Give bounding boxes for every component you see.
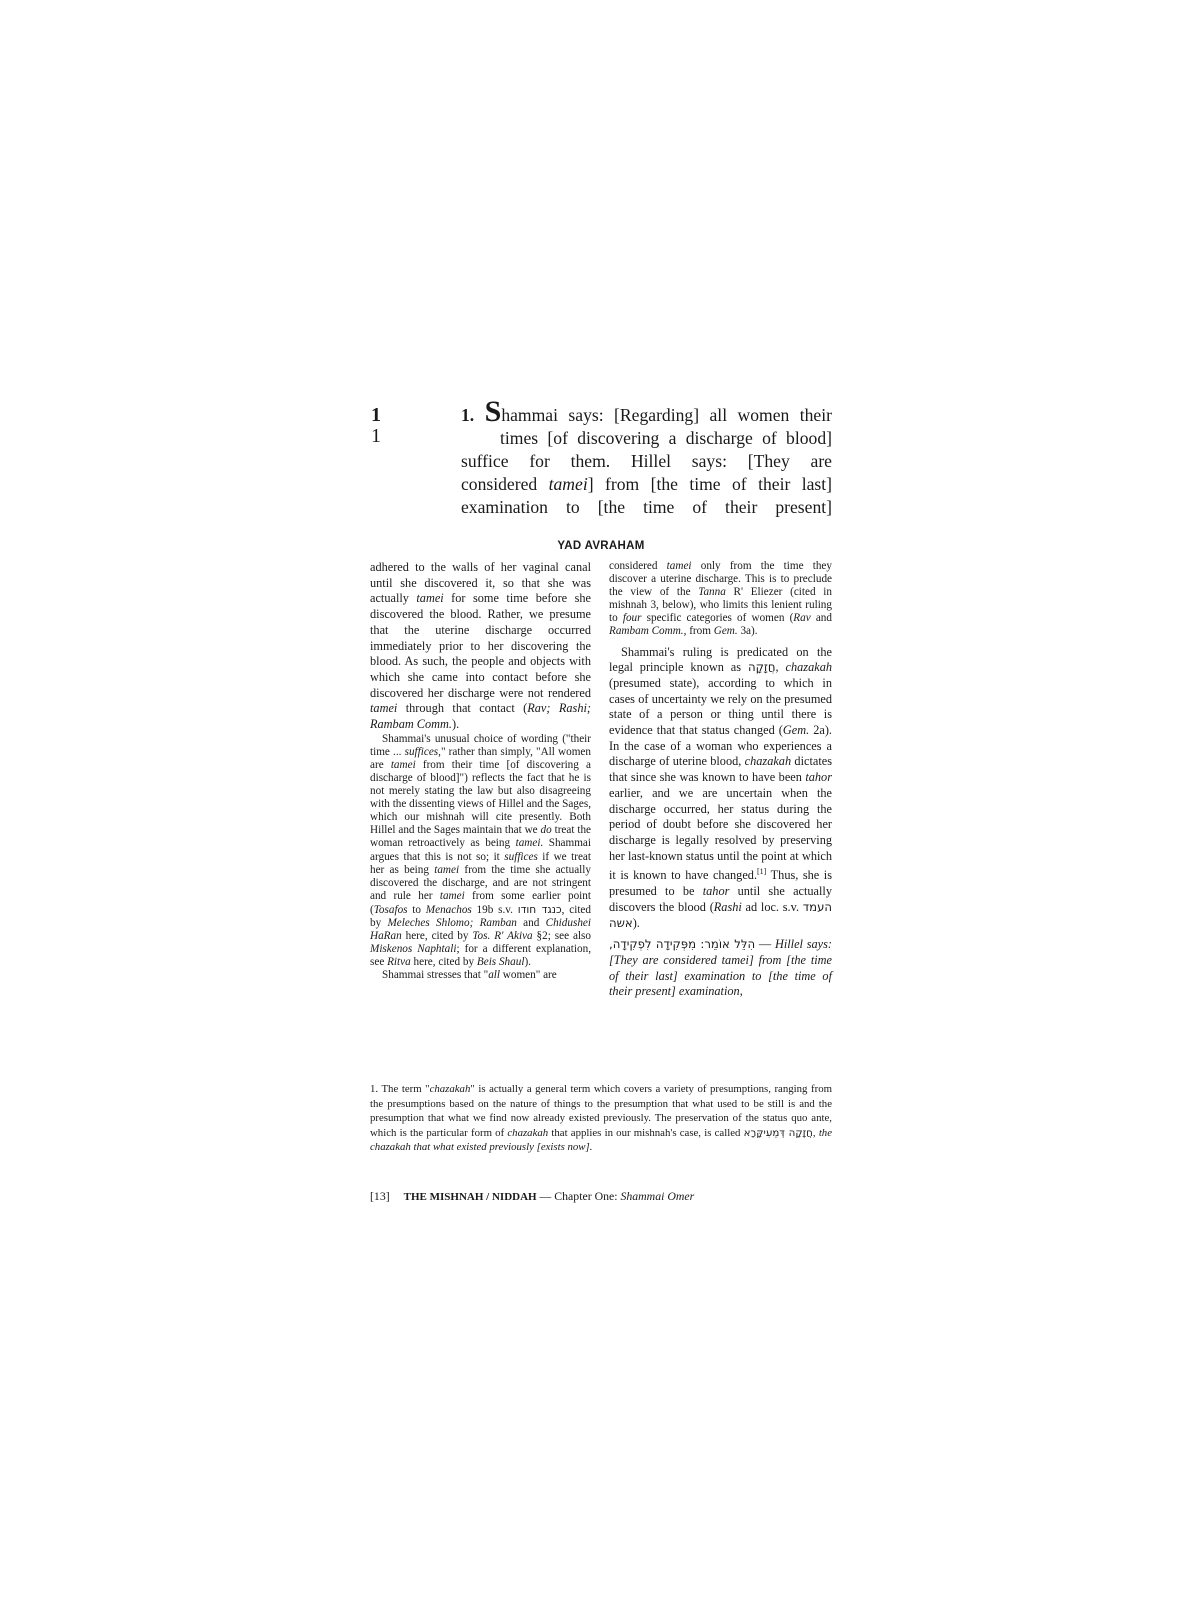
hebrew-text: העמד אשה [609, 899, 832, 930]
commentary-paragraph [609, 560, 832, 639]
mishnah-line: times [of discovering a discharge of blood] [500, 428, 832, 448]
term: suffices [504, 850, 538, 863]
text-run: Shammai argues that this is not so; it [370, 837, 591, 863]
chapter-number: 1 [371, 404, 381, 426]
text-run: earlier, and we are uncertain when the discharge occurred, her status during the period of doubt before she discovered her discharge is legally resolved by preserving her last-known status until the point at which it is known to have changed. [609, 785, 832, 883]
term: chazakah [744, 754, 792, 769]
term: tamei [434, 863, 460, 876]
commentary-paragraph [370, 969, 591, 982]
citation: Ritva [387, 956, 411, 969]
citation: Beis Shaul [476, 956, 525, 969]
text-run: 19b s.v. [471, 903, 518, 916]
mishnah-line [461, 473, 832, 496]
text-run: ). [632, 915, 640, 930]
commentary-right-column [609, 560, 832, 1000]
text-run: " is actually a general term which covers a variety of presumptions, ranging from the presumptions based on the nature of things to the presumption that what used to be still is and the presumption that what we find now already existed previously. The preservation of the status quo ante, which is the particular form of [370, 1083, 832, 1139]
text-run: 3a). [737, 625, 758, 638]
mishnah-term: tamei [548, 474, 588, 494]
term: the chazakah that what existed previously [exists now]. [370, 1126, 833, 1154]
term: tamei [370, 701, 398, 716]
term: chazakah [507, 1126, 549, 1139]
footnote [370, 1082, 832, 1155]
text-run: — [755, 937, 775, 952]
text-run: " rather than simply, "All women are [370, 745, 591, 771]
text-run: considered [609, 560, 667, 572]
term: tamei [390, 758, 416, 771]
commentary-paragraph [609, 645, 832, 932]
mishnah-number: 1. [461, 405, 475, 425]
commentary-heading: YAD AVRAHAM [557, 540, 645, 552]
term: tamei [666, 560, 692, 572]
mishnah-line-text: considered [461, 474, 549, 494]
citation: Miskenos Naphtali [370, 943, 457, 956]
term: four [622, 612, 642, 625]
citation: Chidushei HaRan [370, 917, 591, 943]
text-run: for some time before she discovered the blood. Rather, we presume that the uterine discharge occurred immediately prior to her discovering the blood. As such, the people and objects with which she came into contact before she discovered her discharge were not rendered [370, 591, 591, 700]
term: tahor [702, 884, 730, 899]
hebrew-text: חֲזָקָה דְּמֵעִיקָּרָא [743, 1126, 813, 1139]
text-run: adhered to the walls of her vaginal canal until she discovered it, so that she was actually [370, 560, 591, 606]
text-run: , [775, 660, 786, 675]
text-run: here, cited by [401, 930, 473, 943]
text-run: and [810, 612, 832, 625]
text-run: from their time [of discovering a discharge of blood]") reflects the fact that he is not merely stating the law but also disagreeing with the dissenting views of Hillel and the Sages, which our mishnah will cite presently. Both Hillel and the Sages maintain that we [370, 758, 591, 837]
commentary-paragraph [609, 937, 832, 1000]
text-run: , [812, 1126, 819, 1139]
text-run: from some earlier point ( [370, 889, 591, 916]
term: suffices, [404, 745, 441, 758]
text-run: , cited by [370, 903, 591, 930]
text-run: from the time she actually discovered the discharge, and are not stringent and rule her [370, 863, 591, 902]
citation: Tosafos [373, 903, 408, 916]
citation: Tos. R' Akiva [472, 930, 533, 943]
citation: Rambam Comm., [609, 625, 687, 638]
term: Tanna [698, 586, 726, 599]
mishnah-line-text: ] from [the time of their last] [587, 474, 833, 494]
mishnah-text [461, 395, 833, 519]
text-run: here, cited by [410, 956, 477, 969]
drop-cap: S [484, 395, 502, 428]
text-run: 1. The term " [370, 1083, 430, 1095]
page-number: [13] [370, 1189, 390, 1203]
text-run: ). [524, 956, 531, 969]
text-run: women" are [500, 969, 557, 982]
text-run: from [686, 625, 714, 638]
page-footer [370, 1189, 832, 1204]
mishnah-line: examination to [the time of their present] [461, 497, 832, 517]
text-run: if we treat her as being [370, 850, 591, 876]
citation: Rav [793, 612, 811, 625]
text-run: (presumed state), according to which in cases of uncertainty we rely on the presumed state of a person or thing until there is evidence that that status changed ( [609, 675, 832, 738]
text-run: dictates that since she was known to have been [609, 754, 832, 785]
citation: Rashi [713, 899, 742, 914]
text-run: ; for a different explanation, see [370, 943, 591, 969]
hebrew-text: כנגד חודו [517, 902, 562, 916]
text-run: only from the time they discover a uterine discharge. This is to preclude the view of the [609, 560, 832, 599]
term: chazakah [429, 1083, 471, 1095]
term: chazakah [785, 660, 832, 675]
citation: Rav; Rashi; Rambam Comm. [370, 701, 591, 732]
term: tamei. [515, 837, 544, 850]
citation: Meleches Shlomo; Ramban [387, 917, 517, 930]
commentary-paragraph [370, 560, 591, 733]
running-subtitle-prefix: — Chapter One: [536, 1189, 621, 1203]
text-run: Shammai's ruling is predicated on the legal principle known as [609, 644, 832, 675]
text-run: Shammai stresses that " [382, 969, 489, 982]
term: tamei [439, 889, 465, 902]
term: tamei [416, 591, 444, 606]
hebrew-lemma: הִלֵּל אוֹמֵר: מִפְּקִידָה לִפְקִידָה, [609, 937, 756, 952]
lemma-translation: Hillel says: [They are considered tamei] from [the time of their last] examination to [the time of their present] examination, [609, 937, 832, 999]
text-run: through that contact ( [397, 701, 528, 716]
text-run: ). [451, 717, 460, 732]
text-run: Thus, she is presumed to be [609, 868, 832, 899]
text-run: ad loc. s.v. [741, 899, 803, 914]
mishnah-line: suffice for them. Hillel says: [They are [461, 451, 832, 471]
commentary-paragraph [370, 733, 591, 970]
text-run: §2; see also [532, 930, 591, 943]
text-run: treat the woman retroactively as being [370, 824, 591, 850]
citation: Gem. [782, 723, 810, 738]
hebrew-text: חֲזָקָה [747, 660, 776, 675]
running-subtitle: Shammai Omer [620, 1189, 695, 1203]
mishnah-line-text: hammai says: [Regarding] all women their [501, 405, 832, 425]
text-run: that applies in our mishnah's case, is called [548, 1126, 744, 1139]
citation: Menachos [425, 903, 472, 916]
text-run: specific categories of women ( [641, 612, 794, 625]
footnote-ref: [1] [757, 867, 767, 877]
citation: Gem. [713, 625, 738, 638]
mishnah-line [461, 395, 832, 428]
text-run: R' Eliezer (cited in mishnah 3, below), who limits this lenient ruling to [609, 586, 832, 625]
text-run: Shammai's unusual choice of wording ("their time ... [370, 732, 591, 758]
text-run: 2a). In the case of a woman who experiences a discharge of uterine blood, [609, 723, 832, 769]
text-run: until she actually discovers the blood ( [609, 884, 832, 914]
commentary-left-column [370, 560, 591, 983]
term: tahor [805, 770, 832, 785]
term: all [488, 969, 500, 982]
term: do [540, 824, 552, 837]
running-title: THE MISHNAH / NIDDAH [403, 1191, 537, 1203]
text-run: and [516, 917, 546, 930]
mishnah-number-marker: 1 [371, 425, 381, 447]
text-run: to [407, 903, 426, 916]
